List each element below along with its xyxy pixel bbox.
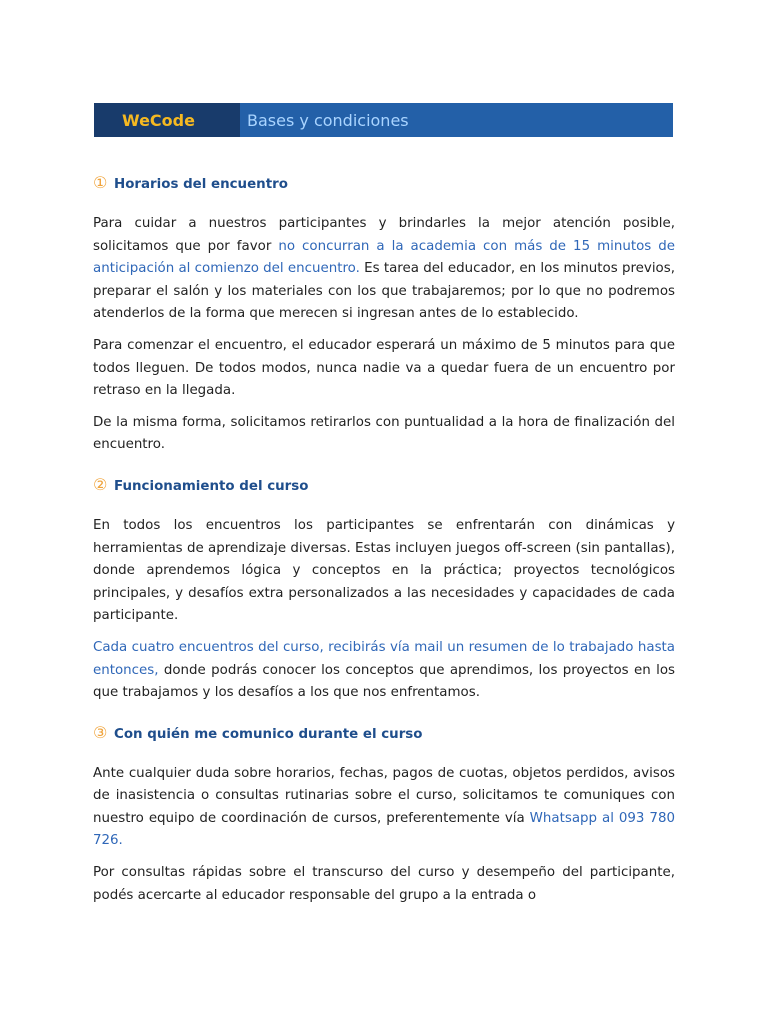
section-heading-funcionamiento bbox=[93, 470, 675, 502]
paragraph-text: donde podrás conocer los conceptos que aprendimos, los proyectos en los que trabajamos y los desafíos a los que nos enfrentamos. bbox=[93, 662, 675, 701]
section-number-icon: ③ bbox=[93, 722, 108, 742]
section-title: Horarios del encuentro bbox=[114, 177, 288, 192]
paragraph-text: Es tarea del educador, en los minutos previos, preparar el salón y los materiales con los que trabajaremos; por lo que no podremos atenderlos de la forma que merecen si ingresan antes de lo establecido. bbox=[93, 261, 675, 322]
section-number-icon: ① bbox=[93, 173, 108, 192]
section-heading-horarios bbox=[93, 168, 675, 200]
document-header bbox=[94, 103, 673, 137]
section-title: Funcionamiento del curso bbox=[114, 478, 309, 494]
paragraph bbox=[93, 213, 675, 326]
paragraph: En todos los encuentros los participantes se enfrentarán con dinámicas y herramientas de aprendizaje diversas. Estas incluyen juegos off-screen (sin pantallas), donde aprendemos lógica y conceptos en la práctica; proyectos tecnológicos principales, y desafíos extra personalizados a las necesidades y capacidades de cada participante. bbox=[93, 517, 675, 624]
section-heading-comunicacion bbox=[93, 718, 675, 750]
brand-logo: WeCode bbox=[94, 103, 240, 137]
paragraph: De la misma forma, solicitamos retirarlos con puntualidad a la hora de finalización del encuentro. bbox=[93, 414, 675, 453]
paragraph bbox=[93, 763, 675, 853]
paragraph bbox=[93, 637, 675, 705]
paragraph: Para comenzar el encuentro, el educador esperará un máximo de 5 minutos para que todos lleguen. De todos modos, nunca nadie va a quedar fuera de un encuentro por retraso en la llegada. bbox=[93, 337, 675, 399]
highlighted-text: Cada cuatro encuentros del curso, recibirás vía mail un resumen de lo trabajado hasta entonces, bbox=[93, 639, 675, 678]
section-title: Con quién me comunico durante el curso bbox=[114, 726, 423, 742]
paragraph-text: Para cuidar a nuestros participantes y brindarles la mejor atención posible, solicitamos que por favor bbox=[93, 216, 675, 254]
section-number-icon: ② bbox=[93, 474, 108, 494]
paragraph-text: Ante cualquier duda sobre horarios, fechas, pagos de cuotas, objetos perdidos, avisos de inasistencia o consultas rutinarias sobre el curso, solicitamos te comuniques con nuestro equipo de coordinación de cursos, preferentemente vía bbox=[93, 765, 675, 826]
highlighted-text: no concurran a la academia con más de 15 minutos de anticipación al comienzo del encuentro. bbox=[93, 238, 675, 277]
whatsapp-contact: Whatsapp al 093 780 726. bbox=[93, 810, 675, 849]
paragraph: Por consultas rápidas sobre el transcurso del curso y desempeño del participante, podés acercarte al educador responsable del grupo a la entrada o bbox=[93, 865, 675, 903]
document-title: Bases y condiciones bbox=[240, 103, 673, 137]
document-body bbox=[93, 168, 675, 916]
